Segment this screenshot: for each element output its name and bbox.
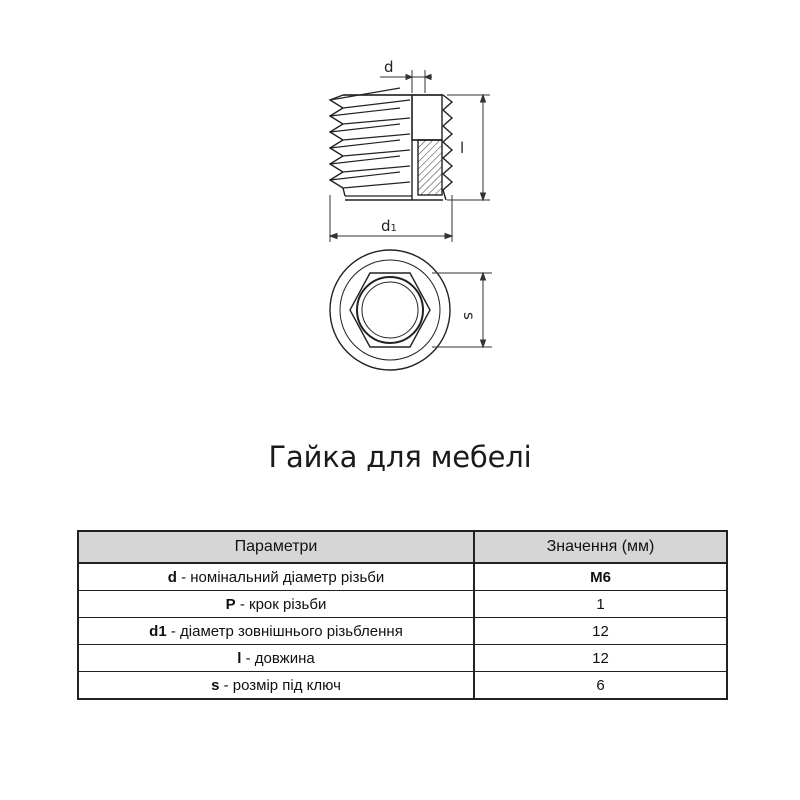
param-cell <box>78 591 474 618</box>
table-header-row <box>78 531 727 563</box>
table-row <box>78 645 727 672</box>
page-title: Гайка для мебелі <box>268 440 532 474</box>
thread-profile <box>330 95 345 196</box>
dimension-s <box>432 273 492 347</box>
param-description: - номінальний діаметр різьби <box>176 568 385 586</box>
label-d1: d1 <box>381 217 397 235</box>
header-value: Значення (мм) <box>474 531 727 563</box>
dimension-l <box>447 95 490 200</box>
table-row <box>78 672 727 700</box>
param-cell <box>78 672 474 700</box>
param-cell <box>78 618 474 645</box>
param-cell <box>78 563 474 591</box>
param-description: - розмір під ключ <box>219 676 341 694</box>
param-cell <box>78 645 474 672</box>
param-symbol: d <box>167 568 177 586</box>
param-symbol: P <box>225 595 236 613</box>
side-view <box>330 88 452 200</box>
value-cell: 12 <box>474 645 727 672</box>
spec-table <box>77 530 728 700</box>
value-cell: 12 <box>474 618 727 645</box>
param-symbol: d1 <box>149 622 167 640</box>
top-view <box>330 250 450 370</box>
table-row <box>78 618 727 645</box>
label-s: s <box>460 312 478 320</box>
param-description: - довжина <box>241 649 315 667</box>
param-description: - крок різьби <box>235 595 327 613</box>
param-description: - діаметр зовнішнього різьблення <box>166 622 403 640</box>
table-row <box>78 563 727 591</box>
table-row <box>78 591 727 618</box>
header-parameter: Параметри <box>78 531 474 563</box>
label-d: d <box>384 58 394 76</box>
value-cell: M6 <box>474 563 727 591</box>
label-l: l <box>460 139 465 157</box>
param-symbol: s <box>211 676 220 694</box>
param-symbol: l <box>237 649 242 667</box>
dimension-d1 <box>330 195 452 242</box>
value-cell: 1 <box>474 591 727 618</box>
thread-lines <box>330 88 412 196</box>
value-cell: 6 <box>474 672 727 700</box>
